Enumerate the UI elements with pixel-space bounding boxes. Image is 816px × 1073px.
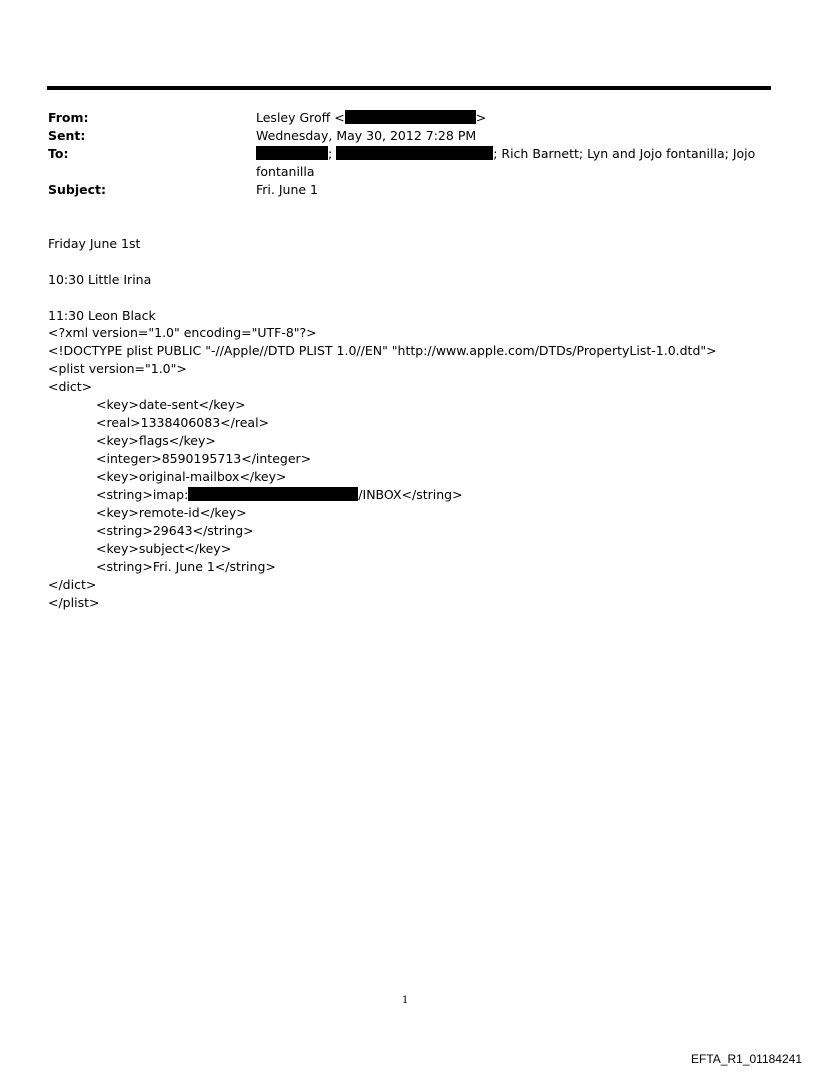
plist-key: <key>remote-id</key>	[96, 505, 247, 520]
to-label: To:	[48, 146, 69, 161]
plist-value: <string>29643</string>	[96, 523, 254, 538]
plist-close: </plist>	[48, 595, 100, 610]
plist-key: <key>date-sent</key>	[96, 397, 246, 412]
xml-declaration: <?xml version="1.0" encoding="UTF-8"?>	[48, 325, 317, 340]
plist-value: <string>Fri. June 1</string>	[96, 559, 276, 574]
from-value	[256, 109, 756, 126]
to-separator: ;	[328, 146, 333, 161]
dict-open: <dict>	[48, 379, 93, 394]
imap-prefix: <string>imap:	[96, 487, 189, 502]
xml-doctype: <!DOCTYPE plist PUBLIC "-//Apple//DTD PLIST 1.0//EN" "http://www.apple.com/DTDs/PropertyList-1.0.dtd">	[48, 343, 717, 358]
plist-value: <real>1338406083</real>	[96, 415, 270, 430]
plist-open: <plist version="1.0">	[48, 361, 187, 376]
from-label: From:	[48, 110, 89, 125]
from-name: Lesley Groff <	[256, 110, 345, 125]
sent-label: Sent:	[48, 128, 86, 143]
body-line: 11:30 Leon Black	[48, 308, 156, 323]
redaction-box	[256, 146, 328, 160]
body-line: 10:30 Little Irina	[48, 272, 152, 287]
subject-label: Subject:	[48, 182, 106, 197]
document-id: EFTA_R1_01184241	[691, 1052, 802, 1066]
from-close: >	[475, 110, 487, 125]
to-value-continued: fontanilla	[256, 164, 315, 179]
plist-value	[96, 486, 463, 503]
to-recipients: ; Rich Barnett; Lyn and Jojo fontanilla; Jojo	[493, 146, 756, 161]
imap-suffix: /INBOX</string>	[358, 487, 463, 502]
redaction-box	[188, 487, 358, 501]
subject-value: Fri. June 1	[256, 182, 318, 197]
plist-value: <integer>8590195713</integer>	[96, 451, 312, 466]
redaction-box	[336, 146, 493, 160]
redaction-box	[345, 110, 476, 124]
dict-close: </dict>	[48, 577, 97, 592]
to-value	[256, 145, 756, 162]
body-line: Friday June 1st	[48, 236, 141, 251]
plist-key: <key>subject</key>	[96, 541, 232, 556]
plist-key: <key>original-mailbox</key>	[96, 469, 287, 484]
page-number: 1	[402, 995, 409, 1006]
header-rule	[47, 86, 771, 90]
plist-key: <key>flags</key>	[96, 433, 216, 448]
sent-value: Wednesday, May 30, 2012 7:28 PM	[256, 128, 477, 143]
